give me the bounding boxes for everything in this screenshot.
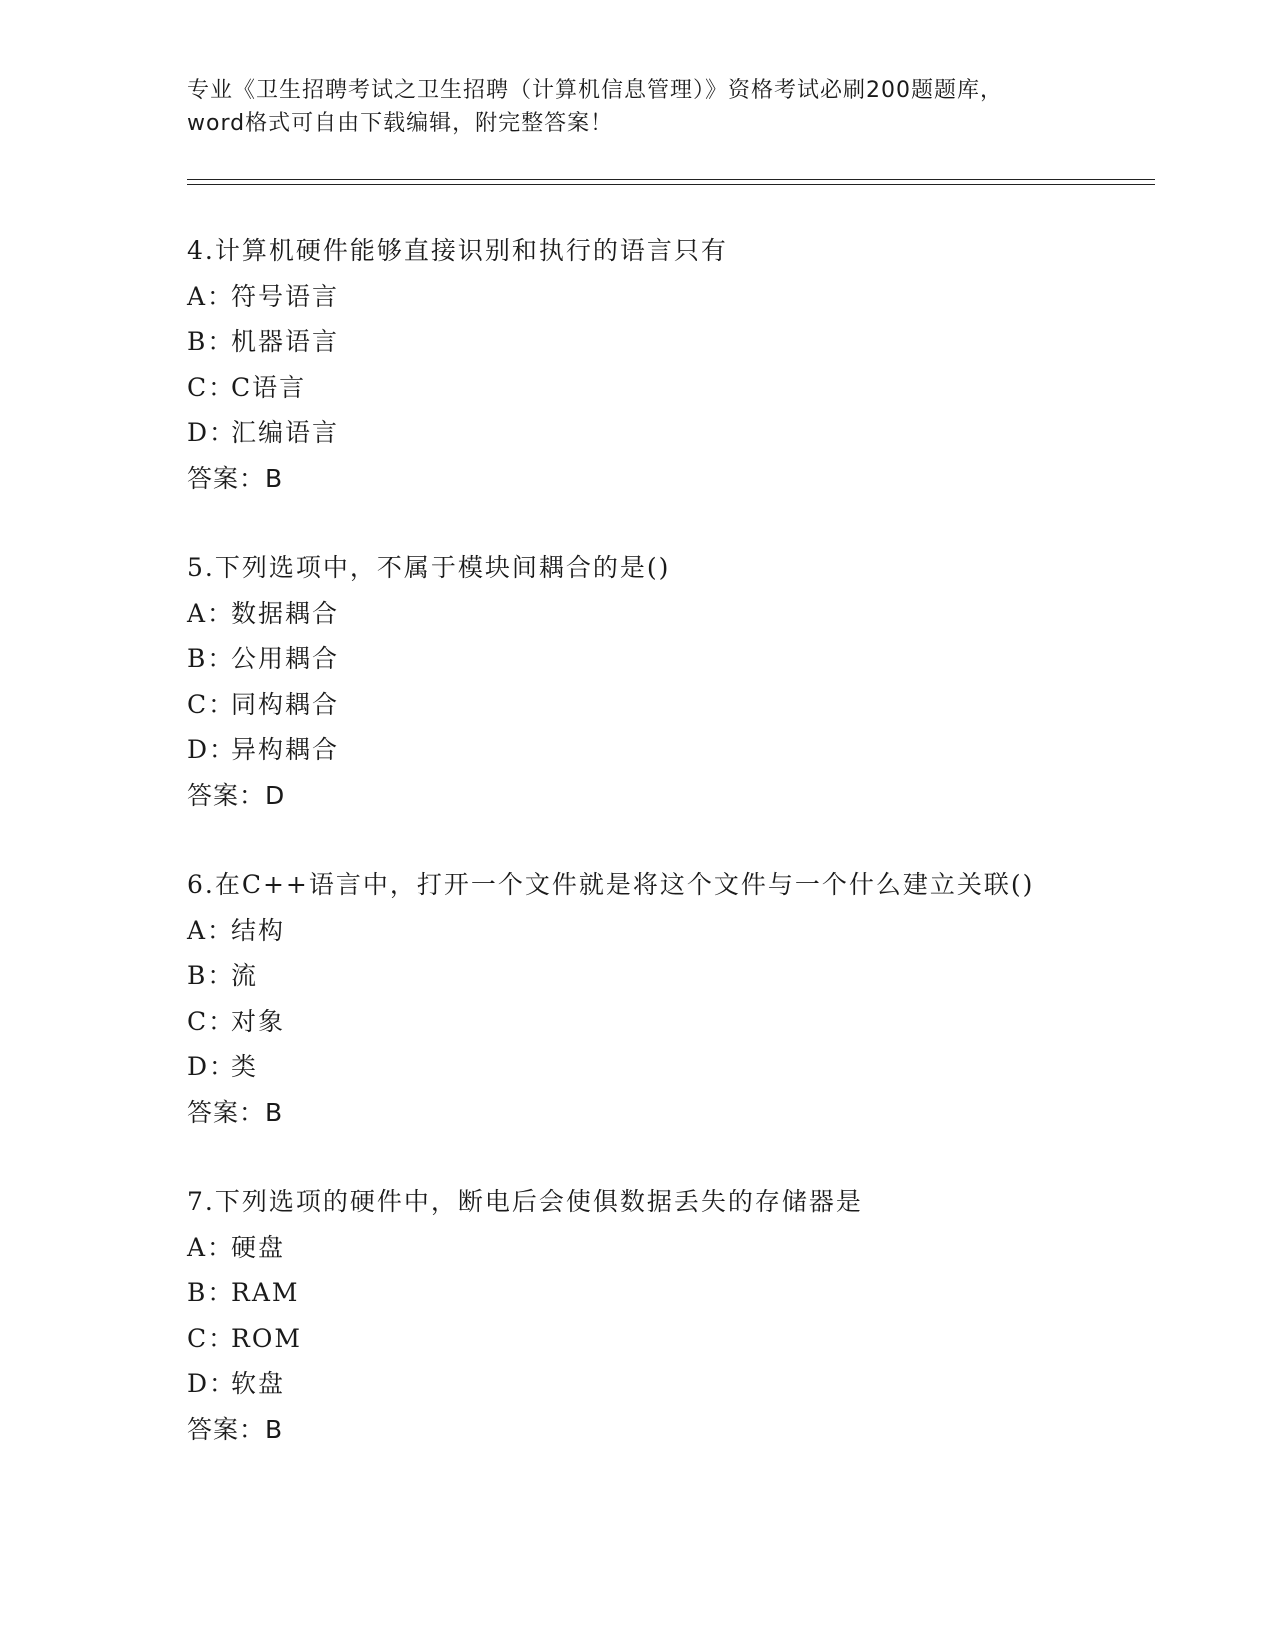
- header-divider-top: [187, 179, 1155, 180]
- option-text: C语言: [231, 372, 307, 402]
- question-stem: 6.在C++语言中，打开一个文件就是将这个文件与一个什么建立关联(): [187, 870, 1035, 899]
- option-text: 软盘: [231, 1369, 286, 1398]
- option-letter: D：: [187, 418, 237, 447]
- option-letter: B：: [187, 327, 235, 356]
- option-c: [187, 1316, 1147, 1362]
- option-text: RAM: [231, 1278, 300, 1307]
- header-divider-bottom: [187, 184, 1155, 185]
- option-letter: A：: [187, 598, 235, 628]
- option-text: 汇编语言: [231, 418, 340, 447]
- document-header: [187, 74, 1087, 140]
- option-d: [187, 1361, 1147, 1407]
- option-d: [187, 727, 1147, 773]
- option-text: 硬盘: [231, 1232, 286, 1262]
- option-b: [187, 1270, 1147, 1316]
- answer-line: 答案：B: [187, 1097, 284, 1127]
- option-a: [187, 274, 1147, 320]
- option-letter: A：: [187, 281, 235, 311]
- option-letter: B：: [187, 961, 235, 990]
- option-d: [187, 410, 1147, 456]
- option-text: ROM: [231, 1323, 302, 1353]
- header-title-line-2: word格式可自由下载编辑，附完整答案！: [187, 111, 614, 136]
- option-a: [187, 591, 1147, 637]
- option-text: 对象: [231, 1006, 286, 1036]
- option-d: [187, 1044, 1147, 1090]
- option-letter: C：: [187, 372, 236, 402]
- option-c: [187, 999, 1147, 1045]
- option-letter: C：: [187, 1323, 236, 1353]
- option-letter: D：: [187, 1052, 237, 1081]
- option-text: 同构耦合: [231, 689, 340, 719]
- option-text: 符号语言: [231, 281, 340, 311]
- question-stem: 7.下列选项的硬件中，断电后会使俱数据丢失的存储器是: [187, 1187, 863, 1216]
- option-text: 机器语言: [231, 327, 340, 356]
- option-b: [187, 953, 1147, 999]
- header-title-line-1: 专业《卫生招聘考试之卫生招聘（计算机信息管理）》资格考试必刷200题题库，: [187, 78, 1003, 103]
- answer-line: 答案：B: [187, 463, 284, 493]
- option-text: 数据耦合: [231, 598, 340, 628]
- question-stem: 5.下列选项中，不属于模块间耦合的是(): [187, 553, 671, 582]
- option-a: [187, 908, 1147, 954]
- option-c: [187, 365, 1147, 411]
- option-b: [187, 636, 1147, 682]
- answer-line: 答案：B: [187, 1414, 284, 1444]
- question-block-7: [187, 1179, 1147, 1452]
- option-b: [187, 319, 1147, 365]
- option-letter: C：: [187, 689, 236, 719]
- option-letter: C：: [187, 1006, 236, 1036]
- option-letter: A：: [187, 915, 235, 945]
- answer-line: 答案：D: [187, 780, 286, 810]
- question-block-6: [187, 862, 1147, 1135]
- option-letter: D：: [187, 735, 237, 764]
- option-letter: B：: [187, 644, 235, 673]
- question-block-4: [187, 228, 1147, 501]
- option-text: 类: [231, 1052, 259, 1081]
- option-text: 流: [231, 961, 259, 990]
- option-text: 结构: [231, 915, 286, 945]
- question-block-5: [187, 545, 1147, 818]
- option-letter: A：: [187, 1232, 235, 1262]
- option-a: [187, 1225, 1147, 1271]
- option-c: [187, 682, 1147, 728]
- option-letter: B：: [187, 1278, 235, 1307]
- option-letter: D：: [187, 1369, 237, 1398]
- question-stem: 4.计算机硬件能够直接识别和执行的语言只有: [187, 236, 728, 265]
- option-text: 公用耦合: [231, 644, 340, 673]
- option-text: 异构耦合: [231, 735, 340, 764]
